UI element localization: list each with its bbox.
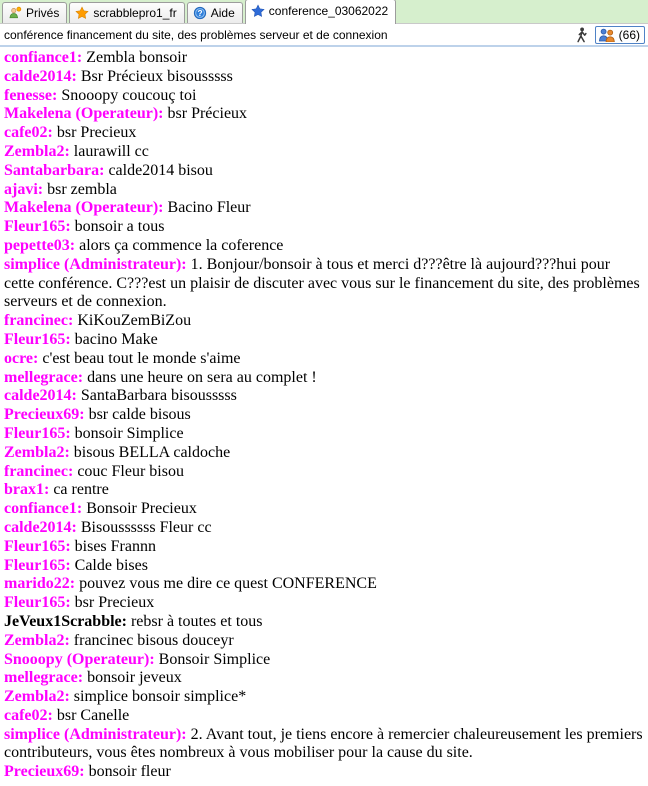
message-text: Bacino Fleur — [163, 199, 251, 217]
message-username[interactable]: simplice (Administrateur): — [4, 255, 187, 273]
message-username[interactable]: calde2014: — [4, 387, 77, 405]
chat-message — [4, 763, 644, 782]
message-text: bonsoir a tous — [70, 218, 165, 236]
message-username[interactable]: pepette03: — [4, 236, 76, 254]
chat-message — [4, 87, 644, 106]
message-username[interactable]: brax1: — [4, 481, 50, 499]
tab-bar — [0, 0, 648, 24]
message-text: bonsoir jeveux — [83, 669, 182, 687]
message-username[interactable]: Makelena (Operateur): — [4, 199, 164, 217]
user-icon — [8, 6, 22, 20]
two-people-icon — [598, 28, 616, 42]
chat-message — [4, 632, 644, 651]
message-text: bonsoir Simplice — [70, 424, 184, 442]
message-username[interactable]: mellegrace: — [4, 368, 84, 386]
message-username[interactable]: Zembla2: — [4, 688, 70, 706]
message-text: dans une heure on sera au complet ! — [83, 368, 317, 386]
message-username[interactable]: confiance1: — [4, 500, 83, 518]
message-text: Bonsoir Precieux — [82, 500, 197, 518]
message-text: francinec bisous douceyr — [69, 631, 234, 649]
message-username[interactable]: Zembla2: — [4, 142, 70, 160]
message-username[interactable]: Fleur165: — [4, 537, 71, 555]
message-username[interactable]: marido22: — [4, 575, 76, 593]
chat-message — [4, 68, 644, 87]
message-text: bsr calde bisous — [84, 406, 191, 424]
svg-text:?: ? — [197, 7, 203, 18]
message-username[interactable]: Fleur165: — [4, 330, 71, 348]
chat-message — [4, 575, 644, 594]
chat-message — [4, 406, 644, 425]
chat-message — [4, 481, 644, 500]
message-text: Bsr Précieux bisousssss — [76, 67, 233, 85]
chat-message — [4, 162, 644, 181]
chat-message — [4, 387, 644, 406]
message-username[interactable]: confiance1: — [4, 49, 83, 66]
message-username[interactable]: calde2014: — [4, 67, 77, 85]
chat-message — [4, 350, 644, 369]
chat-message — [4, 669, 644, 688]
message-username[interactable]: Zembla2: — [4, 631, 70, 649]
chat-message — [4, 519, 644, 538]
topic-text: conférence financement du site, des problèmes serveur et de connexion — [4, 28, 388, 42]
message-text: pouvez vous me dire ce quest CONFERENCE — [75, 575, 377, 593]
message-username[interactable]: Fleur165: — [4, 424, 71, 442]
message-username[interactable]: Fleur165: — [4, 556, 71, 574]
chat-message — [4, 237, 644, 256]
help-icon — [193, 6, 207, 20]
message-username[interactable]: Zembla2: — [4, 443, 70, 461]
message-text: SantaBarbara bisousssss — [76, 387, 237, 405]
chat-message — [4, 463, 644, 482]
message-text: Bisoussssss Fleur cc — [76, 518, 212, 536]
message-username[interactable]: JeVeux1Scrabble: — [4, 612, 127, 630]
chat-message — [4, 49, 644, 68]
message-text: rebsr à toutes et tous — [126, 612, 263, 630]
message-username[interactable]: Precieux69: — [4, 406, 85, 424]
chat-message — [4, 613, 644, 632]
message-text: laurawill cc — [69, 142, 149, 160]
user-count-button[interactable] — [595, 26, 645, 44]
message-text: ca rentre — [49, 481, 109, 499]
chat-message — [4, 500, 644, 519]
message-text: KiKouZemBiZou — [73, 312, 192, 330]
chat-message — [4, 557, 644, 576]
chat-message — [4, 199, 644, 218]
chat-message — [4, 218, 644, 237]
user-count: (66) — [618, 28, 640, 42]
message-text: alors ça commence la coference — [75, 236, 284, 254]
message-text: c'est beau tout le monde s'aime — [38, 349, 241, 367]
message-text: 2. Avant tout, je tiens encore à remercier chaleureusement les premiers contributeurs, vous êtes nombreux à vous mobiliser pour la cause du site. — [4, 725, 643, 762]
message-text: Calde bises — [70, 556, 148, 574]
walking-person-icon[interactable] — [574, 27, 589, 43]
star-blue-icon — [251, 4, 265, 18]
message-username[interactable]: cafe02: — [4, 124, 53, 142]
message-text: bacino Make — [70, 330, 158, 348]
chat-message — [4, 105, 644, 124]
tab-aide[interactable] — [187, 2, 243, 23]
tab-priv-s[interactable] — [2, 2, 67, 23]
message-text: bsr Precieux — [70, 594, 155, 612]
message-username[interactable]: francinec: — [4, 312, 74, 330]
message-username[interactable]: ocre: — [4, 349, 39, 367]
message-text: bonsoir fleur — [84, 763, 171, 781]
message-text: bsr Précieux — [163, 105, 248, 123]
message-text: bisous BELLA caldoche — [69, 443, 231, 461]
message-username[interactable]: Fleur165: — [4, 218, 71, 236]
chat-message — [4, 726, 644, 764]
topic-bar-actions — [574, 26, 645, 44]
message-text: Bonsoir Simplice — [154, 650, 271, 668]
chat-log[interactable] — [0, 47, 648, 786]
message-username[interactable]: Makelena (Operateur): — [4, 105, 164, 123]
message-username[interactable]: cafe02: — [4, 706, 53, 724]
chat-message — [4, 256, 644, 312]
chat-message — [4, 312, 644, 331]
chat-message — [4, 651, 644, 670]
message-username[interactable]: Snooopy (Operateur): — [4, 650, 155, 668]
chat-message — [4, 425, 644, 444]
topic-bar — [0, 24, 648, 47]
message-username[interactable]: fenesse: — [4, 86, 58, 104]
message-username[interactable]: simplice (Administrateur): — [4, 725, 187, 743]
message-username[interactable]: mellegrace: — [4, 669, 84, 687]
chat-message — [4, 538, 644, 557]
chat-message — [4, 331, 644, 350]
tab-scrabblepro1_fr[interactable] — [69, 2, 184, 23]
tab-label: Aide — [210, 5, 235, 20]
message-username[interactable]: Precieux69: — [4, 763, 85, 781]
chat-message — [4, 594, 644, 613]
message-text: bsr Canelle — [52, 706, 130, 724]
message-text: Zembla bonsoir — [82, 49, 188, 66]
tab-conference_03062022[interactable] — [245, 0, 396, 24]
message-text: bsr zembla — [43, 180, 117, 198]
tab-label: scrabblepro1_fr — [93, 5, 177, 20]
chat-message — [4, 707, 644, 726]
message-text: simplice bonsoir simplice* — [69, 688, 247, 706]
message-text: calde2014 bisou — [104, 161, 213, 179]
star-orange-icon — [75, 6, 89, 20]
message-text: Snooopy coucouç toi — [57, 86, 197, 104]
message-text: 1. Bonjour/bonsoir à tous et merci d???être là aujourd???hui pour cette conférence. C???est un plaisir de discuter avec vous sur le financement du site, des problèmes serveurs et de connexion. — [4, 255, 640, 311]
message-text: bises Frannn — [70, 537, 156, 555]
message-username[interactable]: calde2014: — [4, 518, 77, 536]
tab-label: Privés — [26, 5, 60, 20]
message-username[interactable]: Fleur165: — [4, 594, 71, 612]
chat-message — [4, 143, 644, 162]
message-username[interactable]: Santabarbara: — [4, 161, 105, 179]
chat-message — [4, 124, 644, 143]
tab-label: conference_03062022 — [268, 4, 389, 18]
message-username[interactable]: ajavi: — [4, 180, 44, 198]
chat-message — [4, 369, 644, 388]
chat-message — [4, 181, 644, 200]
message-username[interactable]: francinec: — [4, 462, 74, 480]
message-text: bsr Precieux — [52, 124, 137, 142]
chat-message — [4, 444, 644, 463]
chat-message — [4, 688, 644, 707]
message-text: couc Fleur bisou — [73, 462, 184, 480]
